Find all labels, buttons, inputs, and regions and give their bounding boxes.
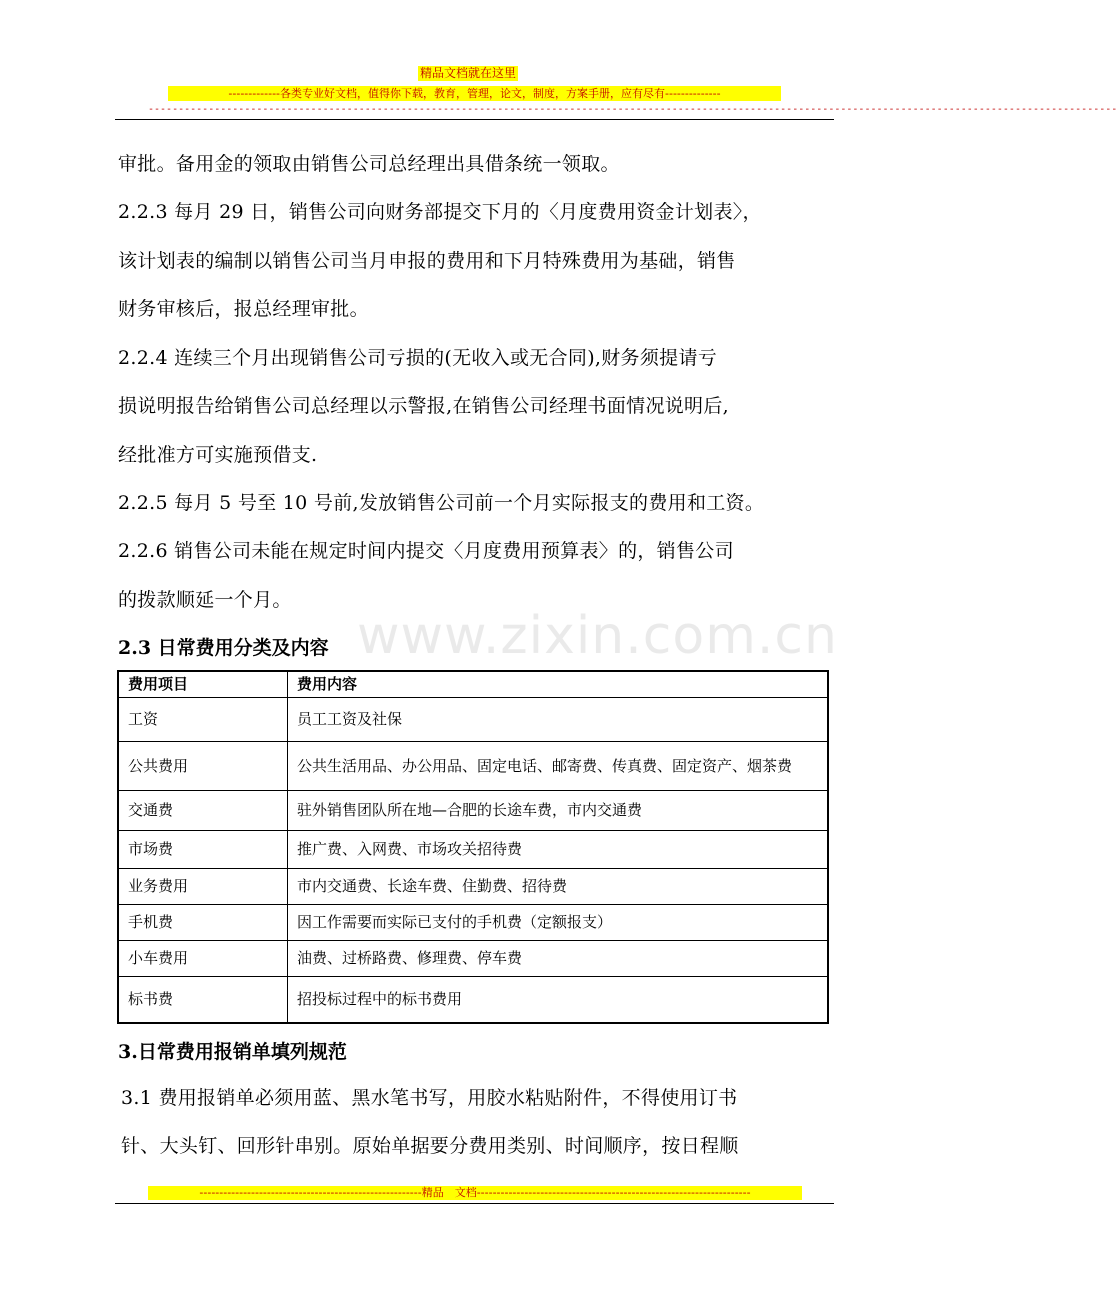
body-line: 2.2.4 连续三个月出现销售公司亏损的(无收入或无合同),财务须提请亏 (118, 347, 718, 369)
body-line: 损说明报告给销售公司总经理以示警报,在销售公司经理书面情况说明后, (118, 395, 729, 417)
body-line: 财务审核后，报总经理审批。 (118, 298, 369, 320)
body-line: 3.1 费用报销单必须用蓝、黑水笔书写，用胶水粘贴附件，不得使用订书 (121, 1087, 738, 1109)
body-line: 针、大头钉、回形针串别。原始单据要分费用类别、时间顺序，按日程顺 (121, 1135, 739, 1157)
table-row (118, 698, 828, 742)
table-header-row (118, 671, 828, 698)
table-header-item: 费用项目 (118, 671, 288, 698)
body-line: 经批准方可实施预借支. (118, 444, 318, 466)
body-line: 2.2.3 每月 29 日，销售公司向财务部提交下月的〈月度费用资金计划表〉， (118, 201, 762, 223)
header-banner: -------------各类专业好文档，值得你下载，教育，管理，论文，制度，方案手册，应有尽有-------------- (168, 86, 781, 101)
table-row (118, 791, 828, 831)
section-3-title: 3.日常费用报销单填列规范 (118, 1041, 347, 1063)
header-top-label: 精品文档就在这里 (420, 66, 517, 80)
table-cell-item: 交通费 (118, 791, 288, 831)
header-rule (115, 119, 834, 120)
body-line: 2.2.5 每月 5 号至 10 号前,发放销售公司前一个月实际报支的费用和工资。 (118, 492, 765, 514)
watermark: www.zixin.com.cn (357, 606, 838, 666)
table-cell-item: 标书费 (118, 977, 288, 1023)
header-dash-line: ----------------------------------------------------------------------------------------------------------------------------------------------------------------- (148, 104, 1117, 115)
table-row (118, 977, 828, 1023)
table-cell-item: 市场费 (118, 831, 288, 869)
table-row (118, 742, 828, 791)
table-cell-content: 员工工资及社保 (288, 698, 829, 742)
body-line: 的拨款顺延一个月。 (118, 589, 292, 611)
table-cell-item: 手机费 (118, 905, 288, 941)
footer-banner: --------------------------------------------------------精品 文档--------------------------------------------------------------------- (148, 1186, 802, 1200)
table-cell-content: 因工作需要而实际已支付的手机费（定额报支） (288, 905, 829, 941)
table-cell-item: 小车费用 (118, 941, 288, 977)
table-cell-content: 招投标过程中的标书费用 (288, 977, 829, 1023)
table-cell-content: 公共生活用品、办公用品、固定电话、邮寄费、传真费、固定资产、烟茶费 (288, 742, 829, 791)
table-row (118, 831, 828, 869)
table-row (118, 941, 828, 977)
table-cell-item: 公共费用 (118, 742, 288, 791)
fee-category-table (117, 670, 829, 1024)
table-cell-content: 驻外销售团队所在地—合肥的长途车费，市内交通费 (288, 791, 829, 831)
table-cell-content: 市内交通费、长途车费、住勤费、招待费 (288, 869, 829, 905)
table-cell-content: 油费、过桥路费、修理费、停车费 (288, 941, 829, 977)
table-row (118, 905, 828, 941)
body-line: 审批。备用金的领取由销售公司总经理出具借条统一领取。 (118, 153, 620, 175)
table-row (118, 869, 828, 905)
table-cell-content: 推广费、入网费、市场攻关招待费 (288, 831, 829, 869)
footer-rule (115, 1203, 834, 1204)
section-2-3-title: 2.3 日常费用分类及内容 (118, 637, 329, 659)
table-cell-item: 业务费用 (118, 869, 288, 905)
table-cell-item: 工资 (118, 698, 288, 742)
body-line: 2.2.6 销售公司未能在规定时间内提交〈月度费用预算表〉的，销售公司 (118, 540, 734, 562)
body-line: 该计划表的编制以销售公司当月申报的费用和下月特殊费用为基础，销售 (118, 250, 736, 272)
table-header-content: 费用内容 (288, 671, 829, 698)
